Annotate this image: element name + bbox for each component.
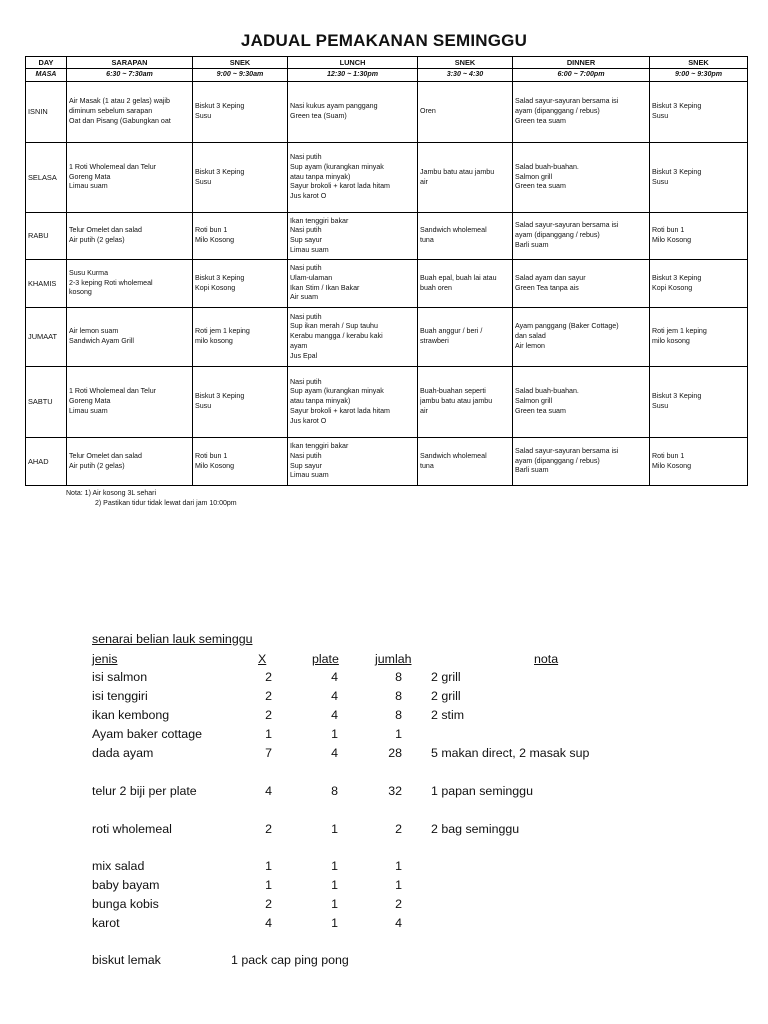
- shopping-heading: senarai belian lauk seminggu: [92, 632, 253, 646]
- meal-line: Roti bun 1: [652, 226, 685, 235]
- item-x: 4: [265, 916, 272, 930]
- meal-line: milo kosong: [195, 337, 233, 345]
- shopping-item: [92, 897, 652, 915]
- meal-cell: [288, 213, 418, 260]
- day-cell: RABU: [26, 213, 67, 260]
- meal-cell: [193, 82, 288, 143]
- meal-cell: [418, 143, 513, 213]
- shopping-item: [92, 784, 652, 802]
- item-nota: 5 makan direct, 2 masak sup: [431, 746, 590, 760]
- meal-line: Salmon grill: [515, 397, 553, 406]
- item-jumlah: 1: [395, 859, 402, 873]
- item-name: biskut lemak: [92, 953, 161, 967]
- item-plate: 4: [331, 670, 338, 684]
- shopping-item: [92, 859, 652, 877]
- meal-line: Limau suam: [69, 406, 108, 415]
- header-snek-2: SNEK: [418, 57, 513, 69]
- item-nota: 2 grill: [431, 689, 461, 703]
- meal-line: Salmon grill: [515, 172, 553, 181]
- meal-line: Sup ikan merah / Sup tauhu: [290, 322, 378, 331]
- masa-time: 6:30 ~ 7:30am: [67, 69, 193, 82]
- item-nota: 2 stim: [431, 708, 465, 722]
- meal-cell: [650, 143, 748, 213]
- meal-cell: [418, 213, 513, 260]
- meal-cell: [67, 367, 193, 438]
- item-name: dada ayam: [92, 746, 154, 760]
- meal-cell: [513, 260, 650, 308]
- item-plate: 1: [331, 916, 338, 930]
- meal-line: Salad buah-buahan.: [515, 162, 579, 171]
- item-name: ikan kembong: [92, 708, 170, 722]
- col-header-nota: nota: [534, 652, 559, 666]
- meal-line: Biskut 3 Keping: [195, 102, 245, 111]
- meal-line: Sayur brokoli + karot lada hitam: [290, 182, 390, 191]
- meal-line: Salad ayam dan sayur: [515, 273, 586, 282]
- meal-cell: [513, 82, 650, 143]
- masa-row: [26, 69, 748, 82]
- meal-cell: [650, 82, 748, 143]
- meal-line: ayam (dipanggang / rebus): [515, 456, 600, 465]
- meal-cell: [288, 367, 418, 438]
- meal-cell: [513, 143, 650, 213]
- meal-cell: [193, 438, 288, 486]
- shopping-item: [92, 670, 652, 688]
- masa-label: MASA: [26, 69, 67, 82]
- meal-line: ayam (dipanggang / rebus): [515, 107, 600, 116]
- meal-cell: [513, 308, 650, 367]
- meal-line: Roti bun 1: [195, 451, 228, 460]
- masa-time: 12:30 ~ 1:30pm: [288, 69, 418, 82]
- masa-time: 3:30 ~ 4:30: [418, 69, 513, 82]
- meal-line: Ikan tenggiri bakar: [290, 442, 349, 451]
- meal-cell: [67, 143, 193, 213]
- meal-cell: [650, 260, 748, 308]
- meal-line: Limau suam: [69, 182, 108, 191]
- meal-line: Barli suam: [515, 466, 549, 475]
- day-cell: SABTU: [26, 367, 67, 438]
- item-x: 4: [265, 784, 272, 798]
- meal-line: Milo Kosong: [652, 461, 692, 470]
- meal-line: 2-3 keping Roti wholemeal: [69, 278, 153, 287]
- meal-line: Biskut 3 Keping: [195, 392, 245, 401]
- meal-line: Biskut 3 Keping: [195, 273, 245, 282]
- meal-line: Buah epal, buah lai atau: [420, 273, 497, 282]
- table-row: [26, 82, 748, 143]
- meal-line: Ikan Stim / Ikan Bakar: [290, 283, 360, 292]
- meal-cell: [193, 308, 288, 367]
- meal-cell: [418, 438, 513, 486]
- meal-line: Biskut 3 Keping: [195, 167, 245, 176]
- meal-line: Roti bun 1: [652, 451, 685, 460]
- masa-time: 6:00 ~ 7:00pm: [513, 69, 650, 82]
- table-row: [26, 260, 748, 308]
- meal-line: Oren: [420, 107, 436, 116]
- meal-cell: [67, 82, 193, 143]
- note-line: Nota: 1) Air kosong 3L sehari: [66, 490, 157, 497]
- meal-line: Susu Kurma: [69, 268, 109, 277]
- meal-line: diminum sebelum sarapan: [69, 107, 153, 116]
- meal-cell: [288, 308, 418, 367]
- meal-line: air: [420, 177, 428, 186]
- meal-cell: [513, 367, 650, 438]
- item-nota: 2 grill: [431, 670, 461, 684]
- item-jumlah: 2: [395, 897, 402, 911]
- notes: [66, 489, 237, 509]
- meal-line: Biskut 3 Keping: [652, 102, 702, 111]
- meal-line: Jus Epal: [290, 351, 318, 360]
- meal-line: Salad sayur-sayuran bersama isi: [515, 97, 619, 106]
- item-name: karot: [92, 916, 120, 930]
- meal-line: Buah anggur / beri /: [420, 327, 483, 336]
- meal-line: Jus karot O: [290, 416, 327, 425]
- meal-cell: [418, 308, 513, 367]
- meal-line: Susu: [652, 177, 669, 186]
- item-name: bunga kobis: [92, 897, 159, 911]
- meal-line: Sup ayam (kurangkan minyak: [290, 162, 384, 171]
- item-name: Ayam baker cottage: [92, 727, 202, 741]
- item-x: 2: [265, 822, 272, 836]
- item-x: 1: [265, 727, 272, 741]
- meal-line: Air lemon suam: [69, 327, 119, 336]
- meal-line: Ikan tenggiri bakar: [290, 216, 349, 225]
- item-plate: 1: [331, 727, 338, 741]
- item-x: 1: [265, 878, 272, 892]
- meal-line: Telur Omelet dan salad: [69, 226, 142, 235]
- item-nota: 1 papan seminggu: [431, 784, 533, 798]
- meal-line: Roti jem 1 keping: [652, 327, 707, 336]
- shopping-item: [92, 822, 652, 840]
- col-header-jumlah: jumlah: [375, 652, 412, 666]
- meal-line: Salad buah-buahan.: [515, 387, 579, 396]
- meal-cell: [288, 143, 418, 213]
- meal-line: Susu: [195, 402, 212, 410]
- col-header-jenis: jenis: [92, 652, 118, 666]
- meal-cell: [67, 308, 193, 367]
- item-plate: 1: [331, 878, 338, 892]
- item-nota: 2 bag seminggu: [431, 822, 520, 836]
- meal-line: ayam (dipanggang / rebus): [515, 231, 600, 240]
- shopping-extra-item: [92, 953, 652, 971]
- meal-line: 1 Roti Wholemeal dan Telur: [69, 162, 157, 171]
- meal-line: Telur Omelet dan salad: [69, 451, 142, 460]
- item-name: baby bayam: [92, 878, 160, 892]
- item-jumlah: 32: [388, 784, 402, 798]
- day-cell: ISNIN: [26, 82, 67, 143]
- meal-line: Nasi putih: [290, 451, 322, 460]
- meal-line: Biskut 3 Keping: [652, 392, 702, 401]
- item-jumlah: 1: [395, 727, 402, 741]
- meal-line: buah oren: [420, 283, 452, 292]
- header-sarapan: SARAPAN: [67, 57, 193, 69]
- meal-line: Nasi putih: [290, 226, 322, 235]
- meal-line: Roti bun 1: [195, 226, 228, 235]
- item-plate: 4: [331, 708, 338, 722]
- meal-line: Air putih (2 gelas): [69, 236, 125, 244]
- item-plate: 8: [331, 784, 338, 798]
- meal-line: Nasi putih: [290, 377, 322, 386]
- meal-cell: [288, 438, 418, 486]
- masa-time: 9:00 ~ 9:30pm: [650, 69, 748, 82]
- day-cell: AHAD: [26, 438, 67, 486]
- meal-line: Air suam: [290, 293, 318, 302]
- meal-line: Buah-buahan seperti: [420, 387, 486, 396]
- meal-cell: [67, 260, 193, 308]
- item-plate: 1: [331, 859, 338, 873]
- meal-line: Susu: [652, 112, 669, 120]
- meal-line: Nasi putih: [290, 264, 322, 273]
- meal-line: Oat dan Pisang (Gabungkan oat: [69, 116, 171, 125]
- meal-cell: [513, 213, 650, 260]
- table-row: [26, 143, 748, 213]
- meal-cell: [650, 308, 748, 367]
- meal-line: Sayur brokoli + karot lada hitam: [290, 406, 390, 415]
- item-jumlah: 8: [395, 689, 402, 703]
- meal-line: Green tea (Suam): [290, 112, 347, 120]
- meal-cell: [193, 213, 288, 260]
- meal-line: Kerabu mangga / kerabu kaki: [290, 332, 383, 341]
- item-jumlah: 1: [395, 878, 402, 892]
- header-dinner: DINNER: [513, 57, 650, 69]
- meal-line: Roti jem 1 keping: [195, 327, 250, 336]
- shopping-item: [92, 689, 652, 707]
- meal-cell: [418, 260, 513, 308]
- meal-line: Sup sayur: [290, 461, 322, 470]
- meal-cell: [67, 438, 193, 486]
- meal-line: tuna: [420, 236, 434, 244]
- shopping-item: [92, 916, 652, 934]
- meal-line: Goreng Mata: [69, 397, 111, 406]
- meal-cell: [418, 82, 513, 143]
- item-name: mix salad: [92, 859, 145, 873]
- item-plate: 1: [331, 822, 338, 836]
- item-name: telur 2 biji per plate: [92, 784, 197, 798]
- meal-line: Air putih (2 gelas): [69, 461, 125, 470]
- meal-line: Biskut 3 Keping: [652, 273, 702, 282]
- meal-cell: [193, 143, 288, 213]
- meal-line: Sandwich wholemeal: [420, 451, 487, 460]
- meal-line: Green tea suam: [515, 182, 566, 191]
- meal-line: Milo Kosong: [195, 461, 235, 470]
- item-value: 1 pack cap ping pong: [231, 953, 349, 967]
- shopping-item: [92, 878, 652, 896]
- meal-cell: [288, 82, 418, 143]
- meal-cell: [650, 438, 748, 486]
- meal-cell: [650, 213, 748, 260]
- table-header-row: [26, 57, 748, 69]
- meal-line: air: [420, 406, 428, 415]
- table-row: [26, 438, 748, 486]
- meal-cell: [418, 367, 513, 438]
- meal-line: tuna: [420, 461, 434, 470]
- meal-line: Green tea suam: [515, 116, 566, 125]
- meal-cell: [67, 213, 193, 260]
- shopping-item: [92, 708, 652, 726]
- item-x: 2: [265, 897, 272, 911]
- meal-line: Salad sayur-sayuran bersama isi: [515, 446, 619, 455]
- meal-cell: [193, 367, 288, 438]
- meal-line: Nasi kukus ayam panggang: [290, 102, 378, 111]
- header-day: DAY: [26, 57, 67, 69]
- page-title: JADUAL PEMAKANAN SEMINGGU: [240, 31, 528, 50]
- meal-line: ayam: [290, 341, 308, 350]
- meal-cell: [193, 260, 288, 308]
- meal-line: Air Masak (1 atau 2 gelas) wajib: [69, 97, 170, 106]
- meal-line: Green Tea tanpa ais: [515, 283, 579, 292]
- item-jumlah: 8: [395, 670, 402, 684]
- day-cell: JUMAAT: [26, 308, 67, 367]
- meal-line: Kopi Kosong: [652, 283, 693, 292]
- meal-line: atau tanpa minyak): [290, 172, 351, 181]
- table-row: [26, 308, 748, 367]
- meal-line: Nasi putih: [290, 153, 322, 162]
- item-x: 2: [265, 708, 272, 722]
- item-jumlah: 2: [395, 822, 402, 836]
- item-jumlah: 28: [388, 746, 402, 760]
- meal-line: strawberi: [420, 337, 449, 345]
- meal-line: Air lemon: [515, 341, 545, 350]
- meal-line: 1 Roti Wholemeal dan Telur: [69, 387, 157, 396]
- item-name: roti wholemeal: [92, 822, 172, 836]
- meal-line: Limau suam: [290, 471, 329, 480]
- table-row: [26, 213, 748, 260]
- meal-line: Jus karot O: [290, 192, 327, 201]
- header-lunch: LUNCH: [288, 57, 418, 69]
- header-snek-1: SNEK: [193, 57, 288, 69]
- meal-line: Sandwich Ayam Grill: [69, 337, 134, 345]
- meal-line: Susu: [195, 112, 212, 120]
- masa-time: 9:00 ~ 9:30am: [193, 69, 288, 82]
- meal-cell: [650, 367, 748, 438]
- meal-line: Biskut 3 Keping: [652, 167, 702, 176]
- meal-line: Nasi putih: [290, 312, 322, 321]
- meal-line: Ayam panggang (Baker Cottage): [515, 322, 619, 331]
- day-cell: SELASA: [26, 143, 67, 213]
- meal-line: atau tanpa minyak): [290, 397, 351, 406]
- meal-line: Barli suam: [515, 240, 549, 249]
- meal-line: Milo Kosong: [652, 236, 692, 244]
- meal-line: Sandwich wholemeal: [420, 226, 487, 235]
- meal-line: Kopi Kosong: [195, 283, 236, 292]
- meal-line: milo kosong: [652, 337, 690, 345]
- item-jumlah: 8: [395, 708, 402, 722]
- meal-schedule-table: [25, 56, 748, 486]
- meal-line: Sup sayur: [290, 236, 322, 244]
- meal-line: Sup ayam (kurangkan minyak: [290, 387, 384, 396]
- meal-line: Milo Kosong: [195, 236, 235, 244]
- item-jumlah: 4: [395, 916, 402, 930]
- col-header-plate: plate: [312, 652, 339, 666]
- item-name: isi salmon: [92, 670, 148, 684]
- meal-line: Susu: [652, 402, 669, 410]
- note-line: 2) Pastikan tidur tidak lewat dari jam 10:00pm: [95, 500, 237, 507]
- shopping-item: [92, 727, 652, 745]
- day-cell: KHAMIS: [26, 260, 67, 308]
- meal-line: Jambu batu atau jambu: [420, 167, 495, 176]
- table-row: [26, 367, 748, 438]
- item-plate: 4: [331, 689, 338, 703]
- meal-line: Ulam-ulaman: [290, 273, 333, 282]
- item-plate: 1: [331, 897, 338, 911]
- meal-cell: [513, 438, 650, 486]
- meal-line: jambu batu atau jambu: [420, 397, 493, 406]
- meal-line: Limau suam: [290, 245, 329, 254]
- shopping-item: [92, 746, 652, 764]
- meal-line: Susu: [195, 177, 212, 186]
- item-x: 2: [265, 670, 272, 684]
- header-snek-3: SNEK: [650, 57, 748, 69]
- meal-line: Goreng Mata: [69, 172, 111, 181]
- meal-line: dan salad: [515, 332, 546, 341]
- meal-cell: [288, 260, 418, 308]
- item-x: 2: [265, 689, 272, 703]
- meal-line: kosong: [69, 288, 92, 297]
- meal-line: Salad sayur-sayuran bersama isi: [515, 221, 619, 230]
- item-name: isi tenggiri: [92, 689, 148, 703]
- item-x: 7: [265, 746, 272, 760]
- col-header-x: X: [258, 652, 267, 666]
- meal-line: Green tea suam: [515, 406, 566, 415]
- item-x: 1: [265, 859, 272, 873]
- item-plate: 4: [331, 746, 338, 760]
